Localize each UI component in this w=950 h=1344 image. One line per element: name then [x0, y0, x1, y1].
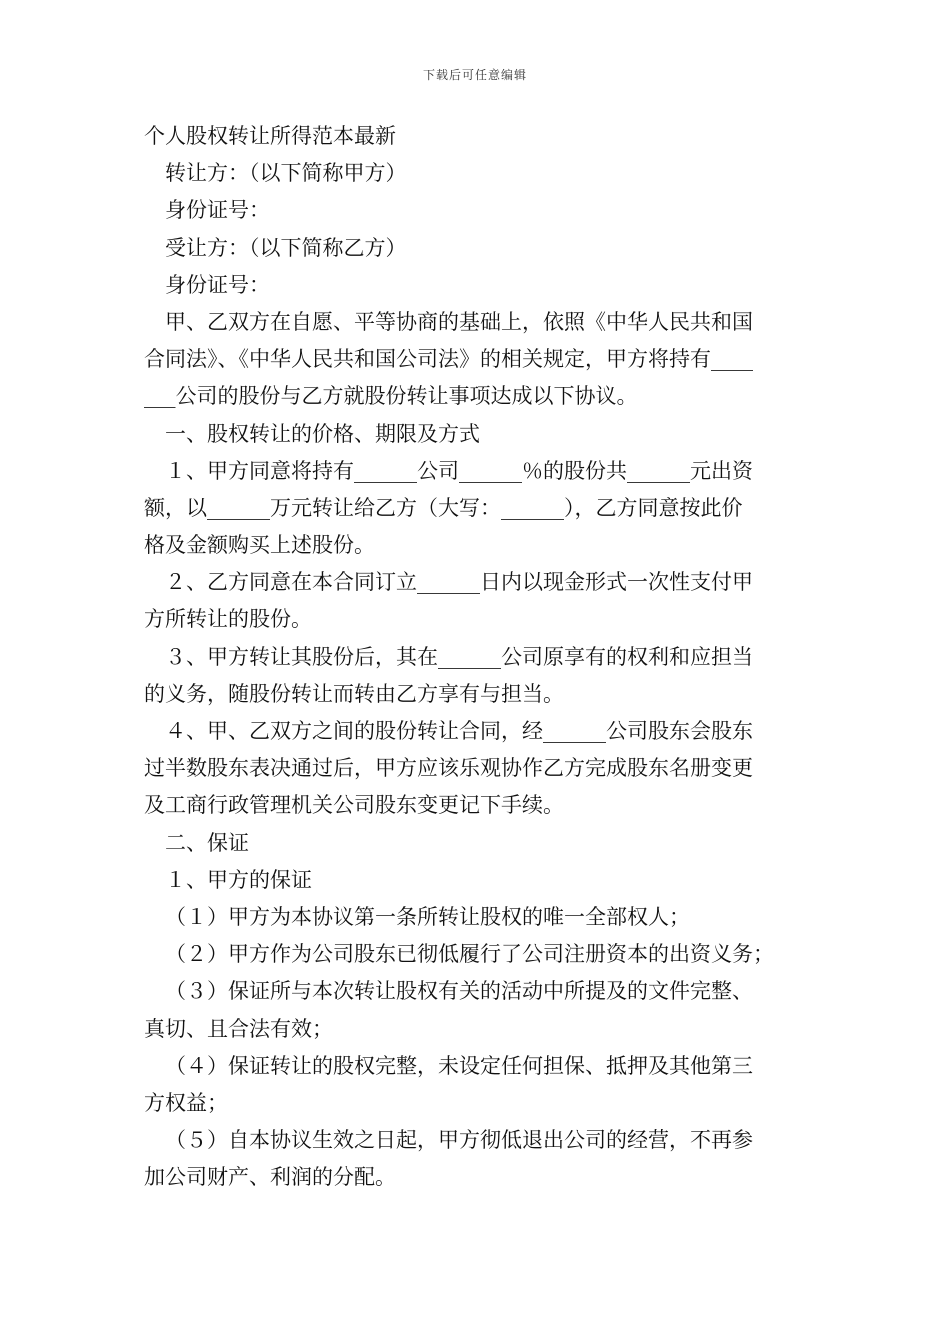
section-heading: 一、股权转让的价格、期限及方式 [165, 421, 480, 446]
transferee-id-line: 身份证号： [165, 272, 270, 297]
clause-line: 的义务，随股份转让而转由乙方享有与担当。 [144, 681, 564, 706]
transferor-line: 转让方：（以下简称甲方） [165, 161, 407, 186]
guarantee-item: （４）保证转让的股权完整，未设定任何担保、抵押及其他第三 [165, 1053, 753, 1078]
guarantee-item: （３）保证所与本次转让股权有关的活动中所提及的文件完整、 [165, 979, 753, 1004]
guarantee-item: 方权益； [144, 1090, 228, 1115]
clause-line: 过半数股东表决通过后，甲方应该乐观协作乙方完成股东名册变更 [144, 756, 753, 781]
intro-paragraph-line: 甲、乙双方在自愿、平等协商的基础上，依照《中华人民共和国 [165, 309, 753, 334]
guarantee-item: 真切、且合法有效； [144, 1016, 333, 1041]
document-title: 个人股权转让所得范本最新 [144, 124, 396, 148]
guarantee-item: （２）甲方作为公司股东已彻低履行了公司注册资本的出资义务； [165, 942, 774, 967]
transferor-id-line: 身份证号： [165, 198, 270, 223]
clause-line: 方所转让的股份。 [144, 607, 312, 632]
document-body [144, 118, 808, 1196]
intro-paragraph-line: 合同法》、《中华人民共和国公司法》的相关规定，甲方将持有____ [144, 347, 753, 372]
header-note: 下载后可任意编辑 [422, 68, 527, 82]
intro-paragraph-line: ___公司的股份与乙方就股份转让事项达成以下协议。 [144, 384, 638, 409]
clause-line: 额，以______万元转让给乙方（大写：______），乙方同意按此价 [144, 495, 743, 520]
guarantee-item: 加公司财产、利润的分配。 [144, 1165, 396, 1190]
clause-line: 格及金额购买上述股份。 [144, 533, 375, 558]
transferee-line: 受让方：（以下简称乙方） [165, 235, 407, 260]
guarantee-item: （５）自本协议生效之日起，甲方彻低退出公司的经营，不再参 [165, 1128, 753, 1153]
clause-line: 及工商行政管理机关公司股东变更记下手续。 [144, 793, 564, 818]
subsection-heading: １、甲方的保证 [165, 867, 312, 892]
clause-line: １、甲方同意将持有______公司______％的股份共______元出资 [165, 458, 753, 483]
guarantee-item: （１）甲方为本协议第一条所转让股权的唯一全部权人； [165, 904, 690, 929]
section-heading: 二、保证 [165, 830, 249, 855]
clause-line: ４、甲、乙双方之间的股份转让合同，经______公司股东会股东 [165, 719, 753, 743]
clause-line: ３、甲方转让其股份后，其在______公司原享有的权利和应担当 [165, 644, 753, 669]
clause-line: ２、乙方同意在本合同订立______日内以现金形式一次性支付甲 [165, 570, 753, 595]
